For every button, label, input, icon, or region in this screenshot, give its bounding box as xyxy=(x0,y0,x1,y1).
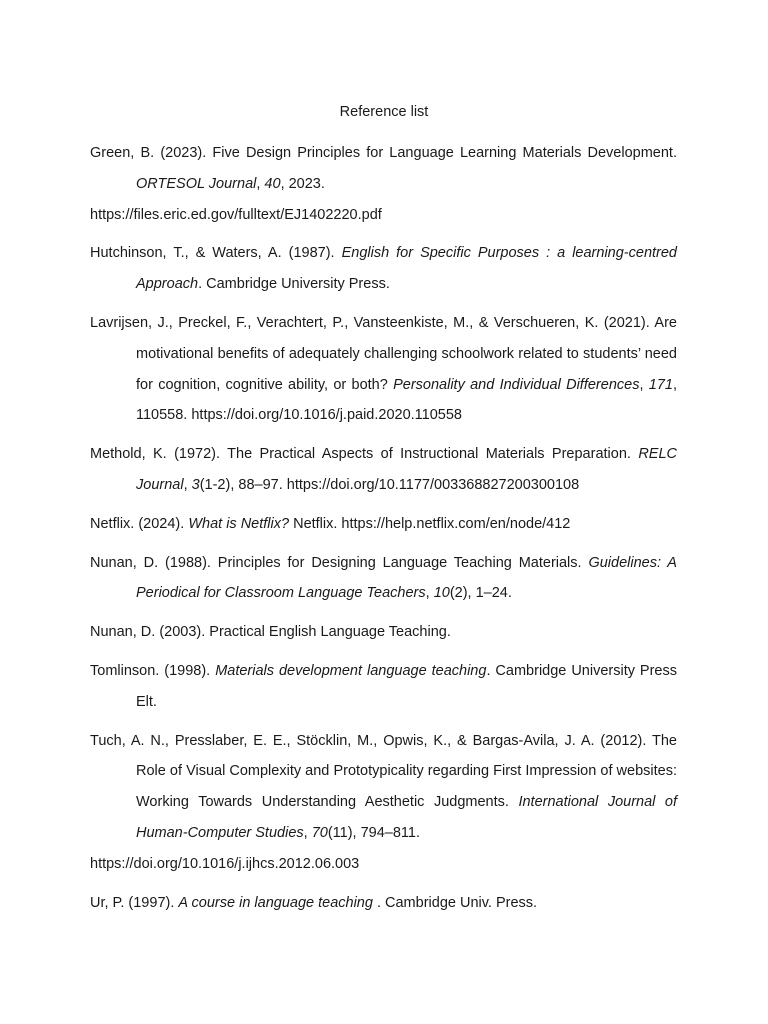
reference-list xyxy=(90,138,677,926)
reference-item: Nunan, D. (2003). Practical English Language Teaching. xyxy=(90,624,451,641)
reference-item: Nunan, D. (1988). Principles for Designing Language Teaching Materials. Guidelines: A Periodical for Classroom Language Teachers, 10(2), 1–24. xyxy=(90,554,677,602)
reference-url[interactable]: https://files.eric.ed.gov/fulltext/EJ1402220.pdf xyxy=(90,206,382,223)
reference-item: Hutchinson, T., & Waters, A. (1987). English for Specific Purposes : a learning-centred Approach. Cambridge University Press. xyxy=(90,245,677,293)
reference-item: Tuch, A. N., Presslaber, E. E., Stöcklin, M., Opwis, K., & Bargas-Avila, J. A. (2012). The Role of Visual Complexity and Prototypicality regarding First Impression of websites: Working Towards Understanding Aesthetic Judgments. International Journal of Human-Computer Studies, 70(11), 794–811. https://doi.org/10.1016/j.ijhcs.2012.06.003 xyxy=(90,726,677,880)
reference-item: Netflix. (2024). What is Netflix? Netflix. https://help.netflix.com/en/node/412 xyxy=(90,515,571,532)
reference-item: Lavrijsen, J., Preckel, F., Verachtert, P., Vansteenkiste, M., & Verschueren, K. (2021). Are motivational benefits of adequately challenging schoolwork related to students’ need for cognition, cognitive ability, or both? Personality and Individual Differences, 171, 110558. https://doi.org/10.1016/j.paid.2020.110558 xyxy=(90,314,677,424)
reference-item: Tomlinson. (1998). Materials development language teaching. Cambridge University Press Elt. xyxy=(90,662,677,710)
reference-url[interactable]: https://doi.org/10.1016/j.ijhcs.2012.06.003 xyxy=(90,855,360,872)
reference-item: Green, B. (2023). Five Design Principles for Language Learning Materials Development. ORTESOL Journal, 40, 2023. https://files.eric.ed.gov/fulltext/EJ1402220.pdf xyxy=(90,138,677,230)
reference-item: Methold, K. (1972). The Practical Aspects of Instructional Materials Preparation. RELC Journal, 3(1-2), 88–97. https://doi.org/10.1177/003368827200300108 xyxy=(90,446,677,493)
page-title: Reference list xyxy=(339,104,429,120)
reference-item: Ur, P. (1997). A course in language teaching . Cambridge Univ. Press. xyxy=(90,894,538,911)
